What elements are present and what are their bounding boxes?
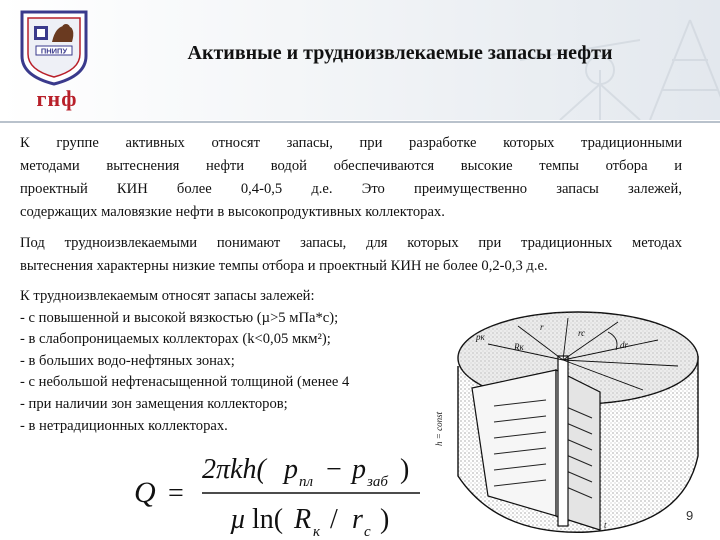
formula-minus: − — [326, 454, 342, 485]
dupuit-formula — [130, 448, 430, 540]
list-item: - при наличии зон замещения коллекторов; — [20, 395, 288, 412]
formula-numerator-prefix: 2πkh( — [202, 454, 266, 485]
formula-mu: µ — [230, 504, 247, 535]
paragraph-line: методами вытеснения нефти водой обеспечиваются высокие темпы отбора и — [20, 158, 682, 174]
label-h: h = const — [434, 411, 444, 446]
list-item: - в слабопроницаемых коллекторах (k<0,05 мкм²); — [20, 331, 331, 348]
formula-p-pl-subscript: пл — [299, 474, 314, 490]
label-rc: rc — [578, 328, 586, 338]
formula-p-pl: p — [284, 454, 298, 485]
university-logo-icon — [14, 6, 94, 86]
list-intro: К трудноизвлекаемым относят запасы залежей: — [20, 288, 315, 304]
slide-header — [0, 0, 720, 120]
formula-slash: / — [330, 504, 338, 535]
paragraph-active-reserves — [20, 132, 682, 224]
formula-ln: ln( — [252, 504, 284, 535]
formula-equals: = — [168, 478, 184, 509]
formula-denominator-suffix: ) — [380, 504, 390, 535]
logo-text: ПНИПУ — [40, 46, 68, 56]
hard-reserves-list — [20, 286, 440, 437]
formula-p-zab-subscript: заб — [367, 474, 388, 490]
label-rk: Rк — [514, 342, 524, 352]
list-item: - с повышенной и высокой вязкостью (µ>5 мПа*с); — [20, 309, 339, 326]
page-number: 9 — [686, 508, 694, 523]
label-t: t — [604, 520, 607, 530]
list-item: - в больших водо-нефтяных зонах; — [20, 352, 235, 369]
label-dr: dr — [620, 340, 629, 350]
header-divider — [0, 121, 720, 123]
page-title: Активные и трудноизвлекаемые запасы нефти — [187, 42, 613, 64]
label-r: r — [540, 322, 544, 332]
formula-R-subscript: к — [313, 524, 321, 540]
paragraph-line: К группе активных относят запасы, при разработке которых традиционными — [20, 135, 682, 151]
formula-lhs: Q — [134, 476, 156, 509]
list-item: - с небольшой нефтенасыщенной толщиной (менее 4 — [20, 374, 350, 391]
paragraph-line: проектный КИН более 0,4-0,5 д.е. Это преимущественно запасы залежей, — [20, 181, 682, 197]
formula-R: R — [294, 504, 312, 535]
paragraph-hard-reserves — [20, 232, 682, 278]
formula-r-subscript: с — [364, 524, 371, 540]
paragraph-line: Под трудноизвлекаемыми понимают запасы, для которых при традиционных методах — [20, 235, 682, 251]
formula-numerator-suffix: ) — [400, 454, 410, 485]
formula-r: r — [352, 504, 363, 535]
label-pk: pк — [476, 332, 485, 342]
department-label: гнф — [36, 86, 78, 111]
list-item: - в нетрадиционных коллекторах. — [20, 417, 228, 434]
radial-flow-cylinder-diagram — [428, 296, 716, 540]
paragraph-line: вытеснения характерны низкие темпы отбора и проектный КИН не более 0,2-0,3 д.е. — [20, 258, 548, 274]
paragraph-line: содержащих маловязкие нефти в высокопродуктивных коллекторах. — [20, 204, 445, 220]
formula-p-zab: p — [352, 454, 366, 485]
